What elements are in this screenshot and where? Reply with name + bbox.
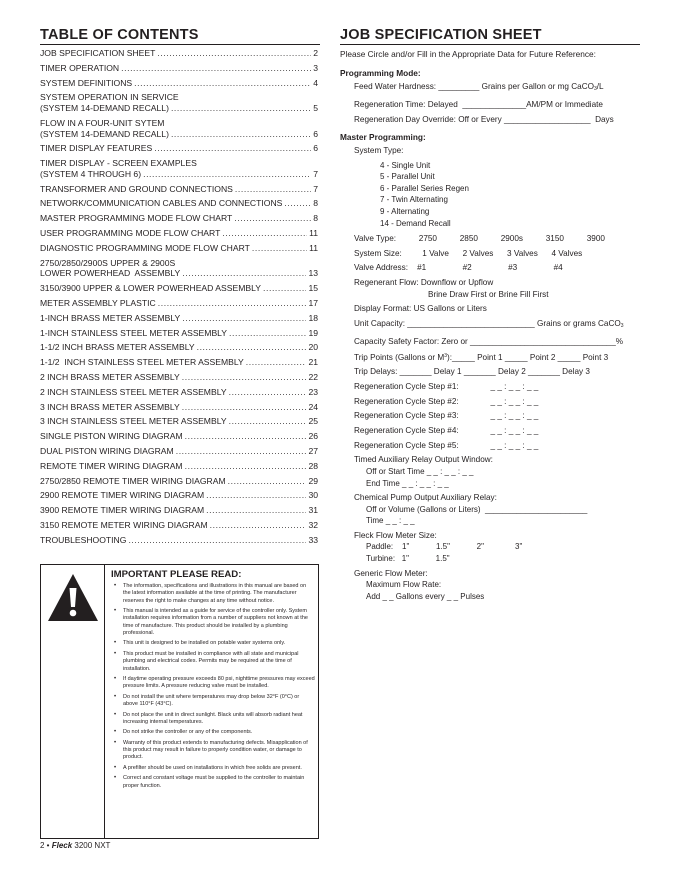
toc-entry-title: 3150/3900 UPPER & LOWER POWERHEAD ASSEMBLY: [40, 283, 261, 294]
toc-entry-title-line2: (SYSTEM 4 THROUGH 6): [40, 168, 142, 179]
important-item: • The information, specifications and illustrations in this manual are based on the latest information available at the time of printing. The manufacturer reserves the right to make changes at any time without notice.: [111, 583, 315, 605]
toc-entry[interactable]: [40, 78, 320, 89]
system-type-option[interactable]: 4 - Single Unit: [380, 160, 431, 170]
toc-leader-dots: [182, 402, 307, 413]
toc-page-number: 8: [313, 198, 318, 209]
important-content: [111, 569, 315, 793]
system-type-option[interactable]: 9 - Alternating: [380, 206, 430, 216]
toc-page-number: 29: [308, 475, 318, 486]
toc-leader-dots: [234, 213, 311, 224]
toc-leader-dots: [128, 535, 306, 546]
toc-entry[interactable]: [40, 357, 320, 368]
turbine-meter-field[interactable]: Turbine: 1" 1.5": [366, 554, 450, 564]
toc-leader-dots: [143, 169, 311, 180]
toc-leader-dots: [154, 143, 311, 154]
table-of-contents: [40, 27, 320, 550]
toc-page-number: 23: [308, 386, 318, 397]
chemical-pump-volume-field[interactable]: Off or Volume (Gallons or Liters) _______________________: [366, 504, 588, 514]
regeneration-cycle-step-field[interactable]: Regeneration Cycle Step #3: _ _ : _ _ : _ _: [354, 411, 539, 421]
toc-entry-title-line2: (SYSTEM 14-DEMAND RECALL): [40, 103, 169, 114]
brine-order-field[interactable]: Brine Draw First or Brine Fill First: [428, 289, 549, 299]
toc-entry-title: TIMER DISPLAY FEATURES: [40, 143, 153, 154]
toc-page-number: 26: [308, 431, 318, 442]
important-list: [111, 583, 315, 790]
important-item: • Correct and constant voltage must be supplied to the controller to maintain proper function.: [111, 775, 315, 790]
toc-leader-dots: [229, 328, 306, 339]
toc-page-number: 6: [313, 128, 318, 139]
system-type-label: System Type:: [354, 146, 404, 156]
trip-delays-field[interactable]: Trip Delays: _______ Delay 1 _______ Delay 2 _______ Delay 3: [354, 367, 590, 377]
toc-entry-title: 1-INCH BRASS METER ASSEMBLY: [40, 312, 181, 323]
chemical-pump-label: Chemical Pump Output Auxiliary Relay:: [354, 493, 497, 503]
toc-entry[interactable]: [40, 298, 320, 309]
toc-page-number: 15: [308, 283, 318, 294]
unit-capacity-text: Unit Capacity: ____________________________ Grains or grams CaCO: [354, 319, 621, 329]
toc-entry-title: 1-1/2 INCH BRASS METER ASSEMBLY: [40, 342, 195, 353]
system-type-option[interactable]: 6 - Parallel Series Regen: [380, 183, 469, 193]
toc-page-number: 30: [308, 490, 318, 501]
toc-entry-title-line2: LOWER POWERHEAD ASSEMBLY: [40, 268, 181, 279]
toc-entry[interactable]: [40, 416, 320, 427]
toc-entry[interactable]: [40, 143, 320, 154]
toc-page-number: 11: [309, 228, 318, 239]
feed-water-subscript: 3: [593, 86, 597, 93]
toc-entry[interactable]: [40, 48, 320, 59]
toc-leader-dots: [182, 313, 306, 324]
toc-entry-title: 2750/2850 REMOTE TIMER WIRING DIAGRAM: [40, 475, 226, 486]
trip-points-text: Trip Points (Gallons or M: [354, 352, 445, 362]
toc-leader-dots: [229, 387, 307, 398]
toc-entry[interactable]: [40, 505, 320, 516]
toc-entry[interactable]: [40, 387, 320, 398]
toc-leader-dots: [182, 372, 307, 383]
important-item: • This product must be installed in compliance with all state and municipal plumbing and electrical codes. Permits may be required at the time of installation.: [111, 651, 315, 673]
toc-entry-title: DUAL PISTON WIRING DIAGRAM: [40, 445, 174, 456]
generic-meter-label: Generic Flow Meter:: [354, 568, 428, 578]
toc-entry[interactable]: [40, 535, 320, 546]
toc-entry[interactable]: [40, 328, 320, 339]
timed-aux-start-field[interactable]: Off or Start Time _ _ : _ _ : _ _: [366, 466, 474, 476]
toc-page-number: 7: [313, 168, 318, 179]
toc-page-number: 4: [313, 77, 318, 88]
toc-title: TABLE OF CONTENTS: [40, 27, 320, 45]
regeneration-cycle-step-field[interactable]: Regeneration Cycle Step #1: _ _ : _ _ : _ _: [354, 381, 539, 391]
toc-leader-dots: [158, 298, 307, 309]
toc-leader-dots: [246, 357, 307, 368]
toc-page-number: 13: [308, 268, 318, 279]
toc-entry-title: SYSTEM OPERATION IN SERVICE: [40, 92, 179, 103]
toc-entry[interactable]: [40, 158, 320, 179]
toc-entry[interactable]: [40, 92, 320, 113]
toc-list: [40, 48, 320, 545]
toc-entry[interactable]: [40, 313, 320, 324]
trip-points-blanks: ):_____ Point 1 _____ Point 2 _____ Point 3: [447, 352, 609, 362]
toc-leader-dots: [185, 431, 307, 442]
important-item: • Do not strike the controller or any of the components.: [111, 729, 315, 736]
feed-water-hardness-text: Feed Water Hardness: _________ Grains per Gallon or mg CaCO: [354, 82, 594, 92]
toc-leader-dots: [210, 520, 307, 531]
toc-page-number: 18: [308, 312, 318, 323]
toc-entry-title-line2: (SYSTEM 14-DEMAND RECALL): [40, 128, 169, 139]
toc-entry-title: USER PROGRAMMING MODE FLOW CHART: [40, 228, 221, 239]
toc-entry-title: 3 INCH STAINLESS STEEL METER ASSEMBLY: [40, 416, 227, 427]
toc-entry[interactable]: [40, 118, 320, 139]
important-item: • Do not place the unit in direct sunlight. Black units will absorb radiant heat increasing internal temperatures.: [111, 712, 315, 727]
warning-icon-cell: [41, 565, 105, 838]
important-item: • Warranty of this product extends to manufacturing defects. Misapplication of this product may result in failure to properly condition water, or damage to product.: [111, 740, 315, 762]
toc-page-number: 28: [308, 460, 318, 471]
important-item: • Do not install the unit where temperatures may drop below 32°F (0°C) or above 110°F (43°C).: [111, 694, 315, 709]
footer-model: 3200 NXT: [72, 841, 111, 850]
toc-leader-dots: [263, 283, 306, 294]
feed-water-hardness-field[interactable]: [340, 81, 640, 96]
toc-entry-title: 1-1/2 INCH STAINLESS STEEL METER ASSEMBLY: [40, 357, 244, 368]
paddle-meter-field[interactable]: Paddle: 1" 1.5" 2" 3": [366, 542, 523, 552]
important-title: IMPORTANT PLEASE READ:: [111, 569, 242, 580]
warning-icon: [47, 573, 99, 623]
toc-entry-title: 2750/2850/2900S UPPER & 2900S: [40, 257, 176, 268]
toc-entry[interactable]: [40, 446, 320, 457]
toc-entry-title: 3 INCH BRASS METER ASSEMBLY: [40, 401, 180, 412]
toc-page-number: 2: [313, 48, 318, 58]
toc-page-number: 27: [308, 445, 318, 456]
toc-entry[interactable]: [40, 520, 320, 531]
toc-entry[interactable]: [40, 198, 320, 209]
regeneration-cycle-step-field[interactable]: Regeneration Cycle Step #5: _ _ : _ _ : _ _: [354, 440, 539, 450]
valve-type-field[interactable]: Valve Type: 2750 2850 2900s 3150 3900: [354, 234, 605, 244]
toc-entry-title: TRANSFORMER AND GROUND CONNECTIONS: [40, 183, 233, 194]
toc-entry-title: METER ASSEMBLY PLASTIC: [40, 297, 156, 308]
feed-water-unit: /L: [596, 82, 604, 92]
master-programming-heading: Master Programming:: [340, 132, 426, 143]
toc-page-number: 21: [308, 357, 318, 368]
toc-leader-dots: [185, 461, 307, 472]
display-format-field[interactable]: Display Format: US Gallons or Liters: [354, 304, 487, 314]
important-notice-box: [40, 564, 319, 839]
footer-page-number: 2 •: [40, 841, 52, 850]
toc-page-number: 20: [308, 342, 318, 353]
toc-entry-title: MASTER PROGRAMMING MODE FLOW CHART: [40, 213, 233, 224]
unit-capacity-field[interactable]: [340, 318, 640, 333]
toc-entry-title: 2 INCH STAINLESS STEEL METER ASSEMBLY: [40, 386, 227, 397]
toc-page-number: 19: [308, 327, 318, 338]
regeneration-day-override-field[interactable]: Regeneration Day Override: Off or Every ___________________ Days: [354, 114, 614, 124]
toc-entry-title: TIMER DISPLAY - SCREEN EXAMPLES: [40, 158, 197, 169]
pulse-gallons-field[interactable]: Add _ _ Gallons every _ _ Pulses: [366, 591, 485, 601]
toc-entry-title: 1-INCH STAINLESS STEEL METER ASSEMBLY: [40, 327, 228, 338]
toc-leader-dots: [235, 184, 311, 195]
toc-page-number: 22: [308, 371, 318, 382]
system-type-option[interactable]: 14 - Demand Recall: [380, 218, 451, 228]
regeneration-cycle-step-field[interactable]: Regeneration Cycle Step #4: _ _ : _ _ : _ _: [354, 425, 539, 435]
footer-brand: Fleck: [51, 841, 73, 850]
toc-entry[interactable]: [40, 461, 320, 472]
max-flow-rate-field[interactable]: Maximum Flow Rate:: [366, 580, 442, 590]
toc-page-number: 6: [313, 143, 318, 154]
timed-aux-end-field[interactable]: End Time _ _ : _ _ : _ _: [366, 478, 449, 488]
trip-points-field[interactable]: [340, 351, 640, 364]
important-item: • If daytime operating pressure exceeds 80 psi, nighttime pressures may exceed pressure limits. A pressure reducing valve must be installed.: [111, 676, 315, 691]
toc-leader-dots: [284, 198, 311, 209]
toc-entry[interactable]: [40, 184, 320, 195]
toc-entry[interactable]: [40, 402, 320, 413]
toc-page-number: 7: [313, 183, 318, 194]
toc-entry[interactable]: [40, 258, 320, 279]
toc-entry[interactable]: [40, 342, 320, 353]
toc-entry[interactable]: [40, 283, 320, 294]
toc-entry-title: 2900 REMOTE TIMER WIRING DIAGRAM: [40, 490, 205, 501]
toc-entry[interactable]: [40, 490, 320, 501]
toc-entry[interactable]: [40, 63, 320, 74]
toc-leader-dots: [252, 243, 307, 254]
regeneration-time-field[interactable]: Regeneration Time: Delayed ______________AM/PM or Immediate: [354, 99, 603, 109]
page-footer: [40, 841, 110, 850]
regenerant-flow-field[interactable]: Regenerant Flow: Downflow or Upflow: [354, 278, 494, 288]
valve-address-field[interactable]: Valve Address: #1 #2 #3 #4: [354, 263, 563, 273]
toc-entry-title: SINGLE PISTON WIRING DIAGRAM: [40, 431, 183, 442]
regeneration-cycle-step-field[interactable]: Regeneration Cycle Step #2: _ _ : _ _ : _ _: [354, 396, 539, 406]
trip-points-superscript: 3: [444, 352, 448, 359]
toc-page-number: 17: [308, 297, 318, 308]
toc-page-number: 8: [313, 213, 318, 224]
toc-page-number: 25: [308, 416, 318, 427]
chemical-pump-time-field[interactable]: Time _ _ : _ _: [366, 516, 415, 526]
toc-leader-dots: [228, 476, 307, 487]
toc-leader-dots: [229, 416, 307, 427]
system-type-options: [340, 160, 640, 230]
toc-entry-title: 3900 REMOTE TIMER WIRING DIAGRAM: [40, 505, 205, 516]
toc-leader-dots: [171, 103, 311, 114]
toc-leader-dots: [157, 48, 311, 59]
capacity-safety-field[interactable]: Capacity Safety Factor: Zero or ________________________________%: [354, 336, 624, 346]
toc-entry[interactable]: [40, 228, 320, 239]
toc-leader-dots: [206, 490, 306, 501]
toc-entry-title: 2 INCH BRASS METER ASSEMBLY: [40, 371, 180, 382]
toc-leader-dots: [222, 228, 307, 239]
toc-page-number: 31: [308, 505, 318, 516]
system-type-option[interactable]: 5 - Parallel Unit: [380, 172, 435, 182]
toc-entry-title: NETWORK/COMMUNICATION CABLES AND CONNECTIONS: [40, 198, 283, 209]
toc-leader-dots: [176, 446, 307, 457]
system-size-field[interactable]: System Size: 1 Valve 2 Valves 3 Valves 4 Valves: [354, 248, 583, 258]
toc-entry[interactable]: [40, 431, 320, 442]
important-item: • This manual is intended as a guide for service of the controller only. System installation requires information from a number of suppliers not known at the time of manufacture. This product should be installed by a plumbing professional.: [111, 608, 315, 637]
unit-capacity-subscript: 3: [620, 323, 624, 330]
toc-entry-title: TIMER OPERATION: [40, 62, 120, 73]
fleck-meter-label: Fleck Flow Meter Size:: [354, 530, 437, 540]
toc-leader-dots: [134, 78, 311, 89]
toc-entry[interactable]: [40, 243, 320, 254]
toc-page-number: 5: [313, 103, 318, 114]
toc-entry-title: TROUBLESHOOTING: [40, 534, 127, 545]
toc-entry-title: FLOW IN A FOUR-UNIT SYTEM: [40, 117, 165, 128]
toc-page-number: 24: [308, 401, 318, 412]
spec-title: JOB SPECIFICATION SHEET: [340, 27, 640, 45]
toc-entry-title: 3150 REMOTE METER WIRING DIAGRAM: [40, 519, 208, 530]
system-type-option[interactable]: 7 - Twin Alternating: [380, 195, 448, 205]
timed-aux-label: Timed Auxiliary Relay Output Window:: [354, 455, 493, 465]
toc-page-number: 33: [308, 534, 318, 545]
job-specification-sheet: [340, 27, 640, 602]
toc-entry-title: DIAGNOSTIC PROGRAMMING MODE FLOW CHART: [40, 242, 250, 253]
toc-page-number: 32: [308, 519, 318, 530]
programming-mode-heading: Programming Mode:: [340, 68, 421, 79]
important-item: • A prefilter should be used on installations in which free solids are present.: [111, 765, 315, 772]
toc-page-number: 3: [313, 62, 318, 73]
toc-entry[interactable]: [40, 213, 320, 224]
toc-leader-dots: [121, 63, 311, 74]
spec-intro: Please Circle and/or Fill in the Appropriate Data for Future Reference:: [340, 49, 596, 59]
toc-page-number: 11: [309, 242, 318, 253]
toc-leader-dots: [206, 505, 306, 516]
toc-leader-dots: [182, 268, 306, 279]
toc-leader-dots: [171, 129, 311, 140]
toc-entry[interactable]: [40, 476, 320, 487]
toc-entry[interactable]: [40, 372, 320, 383]
toc-leader-dots: [197, 342, 307, 353]
important-item: • This unit is designed to be installed on potable water systems only.: [111, 640, 315, 647]
toc-entry-title: REMOTE TIMER WIRING DIAGRAM: [40, 460, 183, 471]
toc-entry-title: JOB SPECIFICATION SHEET: [40, 48, 156, 58]
regeneration-cycle-steps: [340, 381, 640, 451]
toc-entry-title: SYSTEM DEFINITIONS: [40, 77, 133, 88]
